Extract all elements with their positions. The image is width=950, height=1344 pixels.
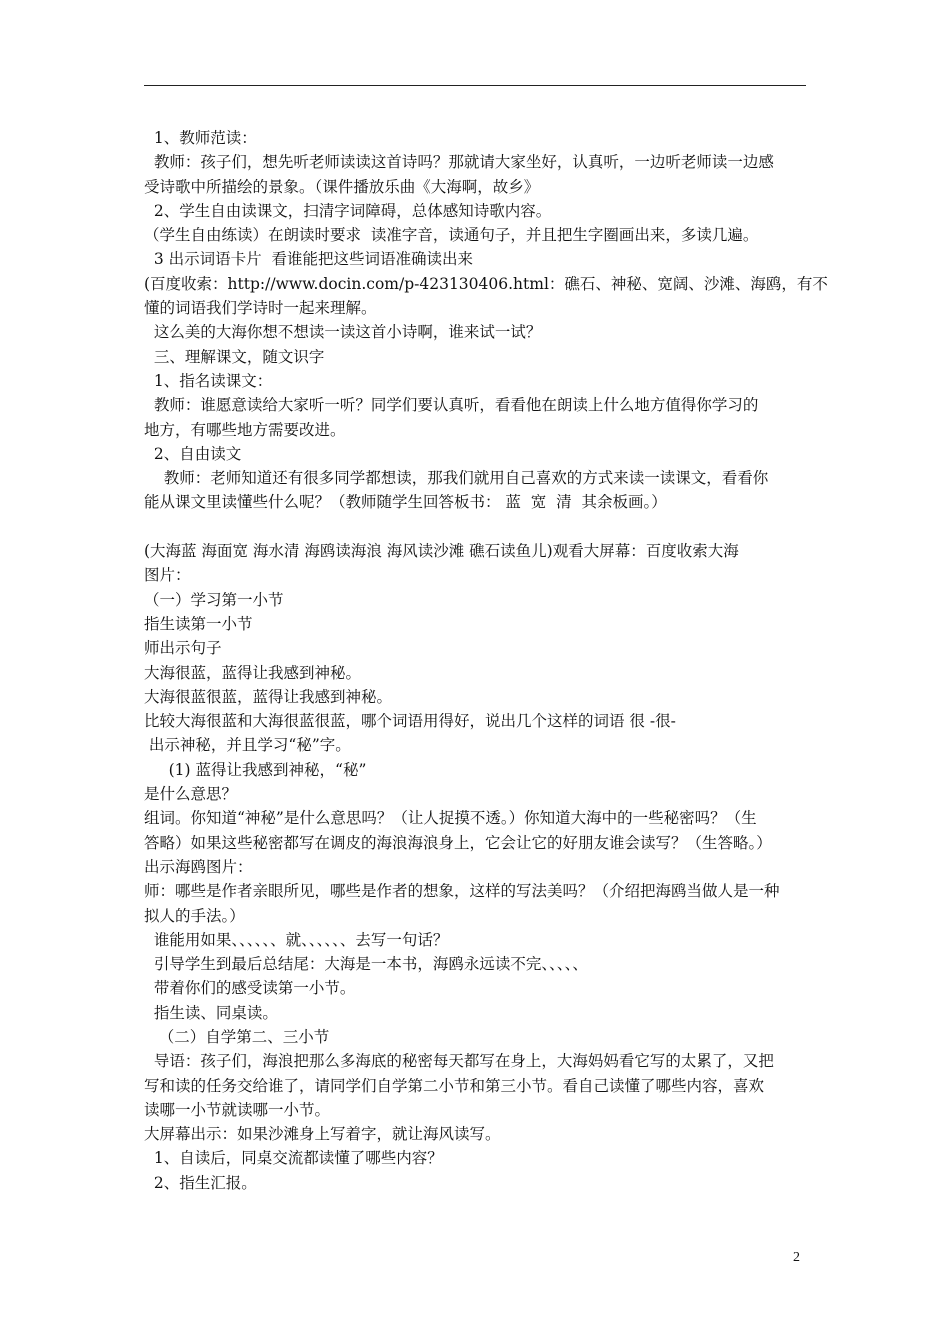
- text-line: 教师：孩子们，想先听老师读读这首诗吗？那就请大家坐好，认真听，一边听老师读一边感: [144, 153, 774, 172]
- text-line: （一）学习第一小节: [144, 590, 284, 609]
- text-line: 比较大海很蓝和大海很蓝很蓝，哪个词语用得好，说出几个这样的词语 很 -很-: [144, 712, 676, 731]
- text-line: 指生读第一小节: [144, 614, 253, 633]
- text-line: 地方，有哪些地方需要改进。: [144, 420, 346, 439]
- text-line: 2、指生汇报。: [144, 1173, 257, 1192]
- text-line: 大海很蓝很蓝，蓝得让我感到神秘。: [144, 687, 393, 706]
- text-line: 大屏幕出示：如果沙滩身上写着字，就让海风读写。: [144, 1125, 501, 1144]
- text-line: 能从课文里读懂些什么呢？（教师随学生回答板书： 蓝 宽 清 其余板画。）: [144, 493, 667, 512]
- text-line: 导语：孩子们，海浪把那么多海底的秘密每天都写在身上，大海妈妈看它写的太累了，又把: [144, 1052, 774, 1071]
- text-line: 教师：谁愿意读给大家听一听？同学们要认真听，看看他在朗读上什么地方值得你学习的: [144, 396, 759, 415]
- text-line: 组词。你知道“神秘”是什么意思吗？（让人捉摸不透。）你知道大海中的一些秘密吗？（生: [144, 809, 757, 828]
- text-line: [144, 515, 812, 539]
- text-line: 这么美的大海你想不想读一读这首小诗啊，谁来试一试？: [144, 323, 542, 342]
- text-line: 教师：老师知道还有很多同学都想读，那我们就用自己喜欢的方式来读一读课文，看看你: [144, 469, 769, 488]
- text-line: (百度收索：http://www.docin.com/p-423130406.html：礁石、神秘、宽阔、沙滩、海鸥，有不: [144, 274, 828, 293]
- text-line: 指生读、同桌读。: [144, 1003, 278, 1022]
- text-line: 答略）如果这些秘密都写在调皮的海浪海浪身上，它会让它的好朋友谁会读写？（生答略。）: [144, 833, 772, 852]
- text-line: 出示海鸥图片：: [144, 857, 253, 876]
- text-line: 引导学生到最后总结尾：大海是一本书，海鸥永远读不完、、、、、: [144, 955, 588, 974]
- text-line: 写和读的任务交给谁了，请同学们自学第二小节和第三小节。看自己读懂了哪些内容，喜欢: [144, 1076, 765, 1095]
- text-line: 拟人的手法。）: [144, 906, 245, 925]
- text-line: 图片：: [144, 566, 191, 585]
- text-line: 3 出示词语卡片 看谁能把这些词语准确读出来: [144, 250, 473, 269]
- text-line: 懂的词语我们学诗时一起来理解。: [144, 299, 377, 318]
- text-line: 师出示句子: [144, 639, 222, 658]
- text-line: (1) 蓝得让我感到神秘，“秘”: [144, 760, 367, 779]
- text-line: 1、指名读课文：: [144, 371, 273, 390]
- text-line: 1、自读后，同桌交流都读懂了哪些内容？: [144, 1149, 443, 1168]
- text-line: 带着你们的感受读第一小节。: [144, 979, 356, 998]
- header-rule: [144, 85, 806, 86]
- page-number: 2: [793, 1250, 800, 1265]
- text-line: 2、学生自由读课文，扫清字词障碍，总体感知诗歌内容。: [144, 201, 552, 220]
- body-text: [144, 126, 828, 1195]
- text-line: 读哪一小节就读哪一小节。: [144, 1100, 331, 1119]
- text-line: 是什么意思？: [144, 785, 238, 804]
- text-line: （学生自由练读）在朗读时要求 读准字音，读通句子，并且把生字圈画出来，多读几遍。: [144, 226, 759, 245]
- text-line: 1、教师范读：: [144, 129, 257, 147]
- text-line: 师：哪些是作者亲眼所见，哪些是作者的想象，这样的写法美吗？（介绍把海鸥当做人是一种: [144, 882, 780, 901]
- text-line: 大海很蓝，蓝得让我感到神秘。: [144, 663, 362, 682]
- text-line: （二）自学第二、三小节: [144, 1027, 330, 1046]
- text-line: 受诗歌中所描绘的景象。（课件播放乐曲《大海啊，故乡》: [144, 177, 540, 196]
- text-line: 三、理解课文，随文识字: [144, 347, 325, 366]
- text-line: 2、自由读文: [144, 444, 242, 463]
- text-line: 谁能用如果、、、、、、就、、、、、、去写一句话？: [144, 930, 449, 949]
- text-line: (大海蓝 海面宽 海水清 海鸥读海浪 海风读沙滩 礁石读鱼儿)观看大屏幕：百度收索大海: [144, 542, 739, 561]
- text-line: 出示神秘，并且学习“秘”字。: [144, 736, 351, 755]
